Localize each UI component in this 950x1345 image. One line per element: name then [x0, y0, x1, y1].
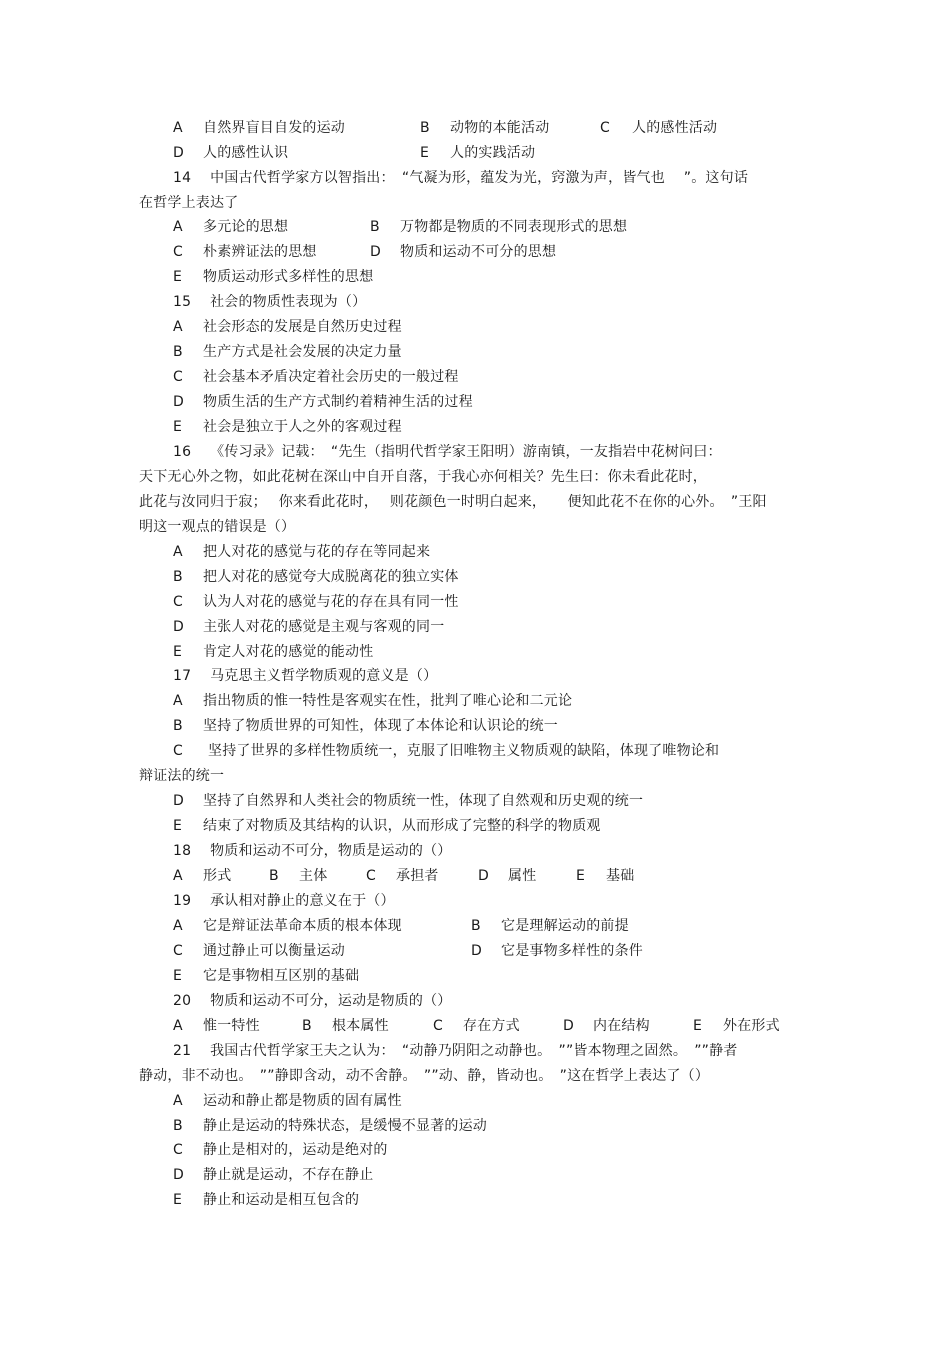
- option-letter: E: [173, 1192, 183, 1208]
- option-letter: B: [173, 718, 183, 734]
- option-text: 朴素辨证法的思想: [203, 244, 317, 260]
- option-letter: E: [173, 968, 183, 984]
- option-text: 坚持了自然界和人类社会的物质统一性，体现了自然观和历史观的统一: [203, 793, 644, 809]
- option-letter: A: [173, 319, 183, 335]
- option-letter: B: [269, 868, 279, 884]
- q17-option-c-cont: 辩证法的统一: [139, 768, 225, 784]
- q14-stem: 14 中国古代哲学家方以智指出： “气凝为形，蕴发为光，窍激为声，皆气也 ”。这句话: [173, 170, 749, 186]
- option-letter: C: [433, 1018, 443, 1034]
- option-letter: E: [173, 269, 183, 285]
- option-text: 主张人对花的感觉是主观与客观的同一: [203, 619, 445, 635]
- option-letter: C: [173, 594, 183, 610]
- option-text: 它是理解运动的前提: [501, 918, 629, 934]
- option-text: 主体: [299, 868, 328, 884]
- option-text: 坚持了世界的多样性物质统一，克服了旧唯物主义物质观的缺陷，体现了唯物论和: [208, 743, 720, 759]
- option-letter: E: [173, 419, 183, 435]
- option-letter: C: [366, 868, 376, 884]
- option-text: 认为人对花的感觉与花的存在具有同一性: [203, 594, 459, 610]
- q17-stem: 17 马克思主义哲学物质观的意义是（）: [173, 668, 438, 684]
- option-letter: B: [471, 918, 481, 934]
- option-text: 通过静止可以衡量运动: [203, 943, 345, 959]
- option-letter: D: [563, 1018, 574, 1034]
- option-text: 自然界盲目自发的运动: [203, 120, 345, 136]
- option-text: 结束了对物质及其结构的认识，从而形成了完整的科学的物质观: [203, 818, 601, 834]
- option-text: 多元论的思想: [203, 219, 289, 235]
- option-text: 内在结构: [593, 1018, 650, 1034]
- option-letter: B: [173, 344, 183, 360]
- option-text: 静止是相对的，运动是绝对的: [203, 1142, 388, 1158]
- q14-stem-cont: 在哲学上表达了: [139, 195, 239, 211]
- option-text: 惟一特性: [203, 1018, 260, 1034]
- option-letter: B: [173, 1118, 183, 1134]
- option-text: 根本属性: [332, 1018, 389, 1034]
- option-text: 人的感性活动: [632, 120, 718, 136]
- q18-stem: 18 物质和运动不可分，物质是运动的（）: [173, 843, 452, 859]
- option-text: 生产方式是社会发展的决定力量: [203, 344, 402, 360]
- option-text: 形式: [203, 868, 232, 884]
- option-text: 静止就是运动，不存在静止: [203, 1167, 374, 1183]
- option-letter: A: [173, 693, 183, 709]
- option-letter: E: [420, 145, 430, 161]
- option-text: 把人对花的感觉与花的存在等同起来: [203, 544, 431, 560]
- option-letter: B: [302, 1018, 312, 1034]
- option-letter: C: [173, 1142, 183, 1158]
- option-text: 它是事物相互区别的基础: [203, 968, 360, 984]
- option-text: 物质生活的生产方式制约着精神生活的过程: [203, 394, 473, 410]
- option-letter: A: [173, 1018, 183, 1034]
- option-letter: A: [173, 219, 183, 235]
- option-text: 把人对花的感觉夸大成脱离花的独立实体: [203, 569, 459, 585]
- option-letter: E: [173, 818, 183, 834]
- option-text: 万物都是物质的不同表现形式的思想: [400, 219, 628, 235]
- option-text: 指出物质的惟一特性是客观实在性，批判了唯心论和二元论: [203, 693, 573, 709]
- option-letter: E: [693, 1018, 703, 1034]
- option-letter: D: [173, 619, 184, 635]
- option-text: 人的实践活动: [450, 145, 536, 161]
- option-letter: A: [173, 120, 183, 136]
- option-letter: D: [173, 793, 184, 809]
- q16-stem-cont: 明这一观点的错误是（）: [139, 519, 296, 535]
- option-letter: C: [173, 943, 183, 959]
- option-text: 肯定人对花的感觉的能动性: [203, 644, 374, 660]
- option-text: 属性: [508, 868, 537, 884]
- option-letter: A: [173, 918, 183, 934]
- option-text: 承担者: [396, 868, 439, 884]
- option-letter: D: [173, 145, 184, 161]
- option-letter: E: [173, 644, 183, 660]
- option-letter: E: [576, 868, 586, 884]
- option-text: 坚持了物质世界的可知性，体现了本体论和认识论的统一: [203, 718, 558, 734]
- option-letter: C: [173, 743, 183, 759]
- option-text: 运动和静止都是物质的固有属性: [203, 1093, 402, 1109]
- q15-stem: 15 社会的物质性表现为（）: [173, 294, 367, 310]
- option-letter: A: [173, 1093, 183, 1109]
- option-text: 社会是独立于人之外的客观过程: [203, 419, 402, 435]
- option-text: 它是辩证法革命本质的根本体现: [203, 918, 402, 934]
- option-letter: B: [173, 569, 183, 585]
- q16-stem-cont: 此花与汝同归于寂； 你来看此花时， 则花颜色一时明白起来， 便知此花不在你的心外。 ”王阳: [139, 494, 767, 510]
- option-text: 存在方式: [463, 1018, 520, 1034]
- option-text: 基础: [606, 868, 635, 884]
- q21-stem: 21 我国古代哲学家王夫之认为： “动静乃阴阳之动静也。 ””皆本物理之固然。 ””静者: [173, 1043, 738, 1059]
- option-text: 静止和运动是相互包含的: [203, 1192, 360, 1208]
- option-letter: D: [173, 1167, 184, 1183]
- option-letter: D: [370, 244, 381, 260]
- q19-stem: 19 承认相对静止的意义在于（）: [173, 893, 395, 909]
- option-text: 社会基本矛盾决定着社会历史的一般过程: [203, 369, 459, 385]
- option-text: 动物的本能活动: [450, 120, 550, 136]
- q20-stem: 20 物质和运动不可分，运动是物质的（）: [173, 993, 452, 1009]
- option-letter: D: [173, 394, 184, 410]
- option-letter: D: [478, 868, 489, 884]
- option-text: 外在形式: [723, 1018, 780, 1034]
- option-letter: A: [173, 544, 183, 560]
- q16-stem: 16 《传习录》记载： “先生（指明代哲学家王阳明）游南镇，一友指岩中花树问曰：: [173, 444, 722, 460]
- option-letter: B: [370, 219, 380, 235]
- option-letter: B: [420, 120, 430, 136]
- option-letter: A: [173, 868, 183, 884]
- option-text: 物质运动形式多样性的思想: [203, 269, 374, 285]
- option-text: 它是事物多样性的条件: [501, 943, 643, 959]
- option-text: 社会形态的发展是自然历史过程: [203, 319, 402, 335]
- option-letter: D: [471, 943, 482, 959]
- option-letter: C: [173, 369, 183, 385]
- q16-stem-cont: 天下无心外之物，如此花树在深山中自开自落，于我心亦何相关？先生曰：你未看此花时，: [139, 469, 707, 485]
- option-text: 物质和运动不可分的思想: [400, 244, 557, 260]
- q21-stem-cont: 静动，非不动也。 ””静即含动，动不舍静。 ””动、静，皆动也。 ”这在哲学上表达了（）: [139, 1068, 710, 1084]
- option-letter: C: [173, 244, 183, 260]
- option-text: 人的感性认识: [203, 145, 289, 161]
- option-text: 静止是运动的特殊状态，是缓慢不显著的运动: [203, 1118, 487, 1134]
- option-letter: C: [600, 120, 610, 136]
